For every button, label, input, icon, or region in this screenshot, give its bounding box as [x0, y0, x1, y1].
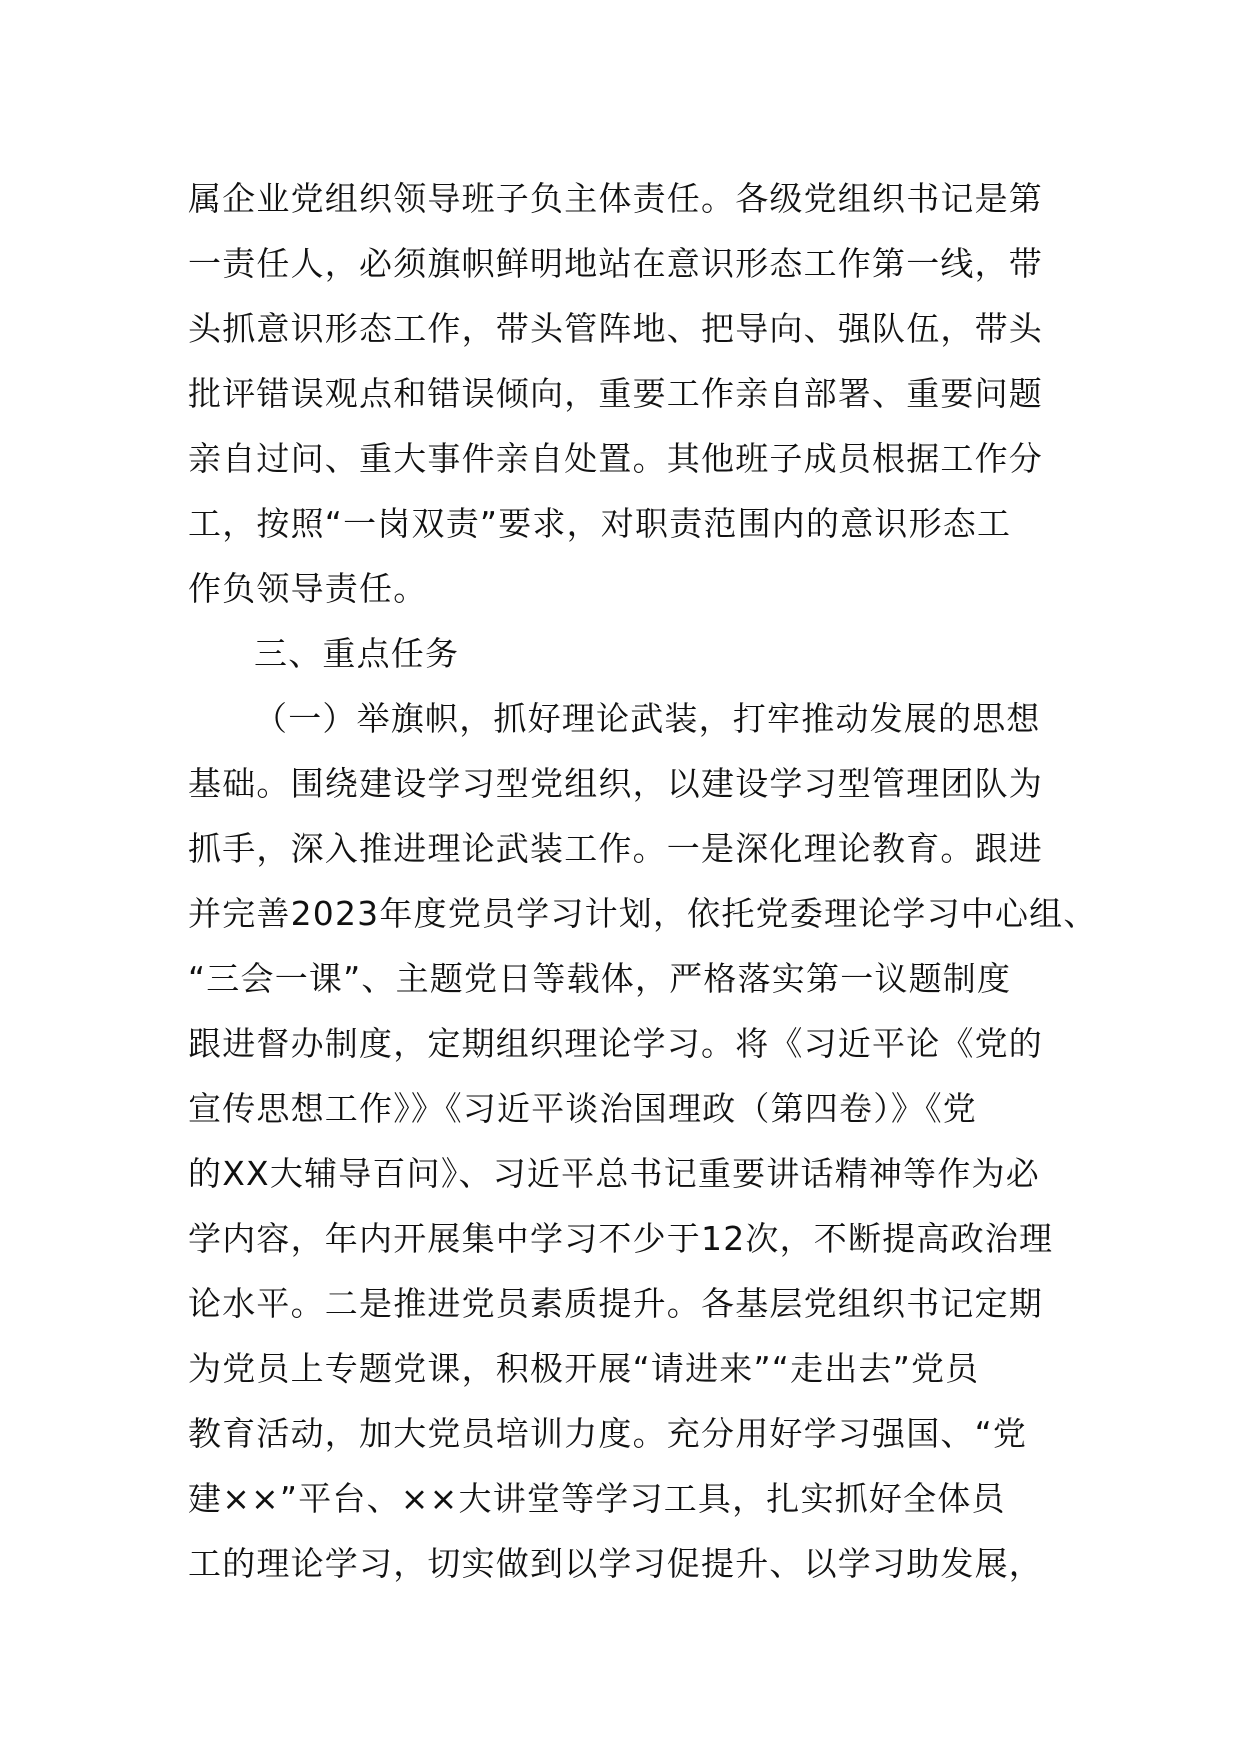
- text-line: 属企业党组织领导班子负主体责任。各级党组织书记是第: [188, 179, 1043, 218]
- body-text: [188, 166, 1098, 1596]
- text-line: 批评错误观点和错误倾向，重要工作亲自部署、重要问题: [188, 374, 1043, 413]
- text-line: 为党员上专题党课，积极开展“请进来”“走出去”党员: [188, 1349, 980, 1388]
- text-line: 一责任人，必须旗帜鲜明地站在意识形态工作第一线，带: [188, 244, 1043, 283]
- subsection-first-line: （一）举旗帜，抓好理论武装，打牢推动发展的思想: [254, 699, 1041, 738]
- text-line: 的XX大辅导百问》、习近平总书记重要讲话精神等作为必: [188, 1154, 1040, 1193]
- text-line: 亲自过问、重大事件亲自处置。其他班子成员根据工作分: [188, 439, 1043, 478]
- text-line: 工，按照“一岗双责”要求，对职责范围内的意识形态工: [188, 504, 1012, 543]
- text-line: 作负领导责任。: [188, 569, 428, 608]
- text-line: 头抓意识形态工作，带头管阵地、把导向、强队伍，带头: [188, 309, 1043, 348]
- text-line: 并完善2023年度党员学习计划，依托党委理论学习中心组、: [188, 894, 1098, 933]
- text-line: 宣传思想工作》》《习近平谈治国理政（第四卷）》《党: [188, 1089, 977, 1128]
- text-line: 工的理论学习，切实做到以学习促提升、以学习助发展，: [188, 1544, 1043, 1583]
- text-line: “三会一课”、主题党日等载体，严格落实第一议题制度: [188, 959, 1012, 998]
- text-line: 建××”平台、××大讲堂等学习工具，扎实抓好全体员: [188, 1479, 1006, 1518]
- text-line: 教育活动，加大党员培训力度。充分用好学习强国、“党: [188, 1414, 1028, 1453]
- section-heading: 三、重点任务: [254, 634, 460, 673]
- text-line: 学内容，年内开展集中学习不少于12次，不断提高政治理: [188, 1219, 1054, 1258]
- text-line: 跟进督办制度，定期组织理论学习。将《习近平论《党的: [188, 1024, 1043, 1063]
- text-line: 论水平。二是推进党员素质提升。各基层党组织书记定期: [188, 1284, 1043, 1323]
- text-line: 抓手，深入推进理论武装工作。一是深化理论教育。跟进: [188, 829, 1043, 868]
- text-line: 基础。围绕建设学习型党组织，以建设学习型管理团队为: [188, 764, 1043, 803]
